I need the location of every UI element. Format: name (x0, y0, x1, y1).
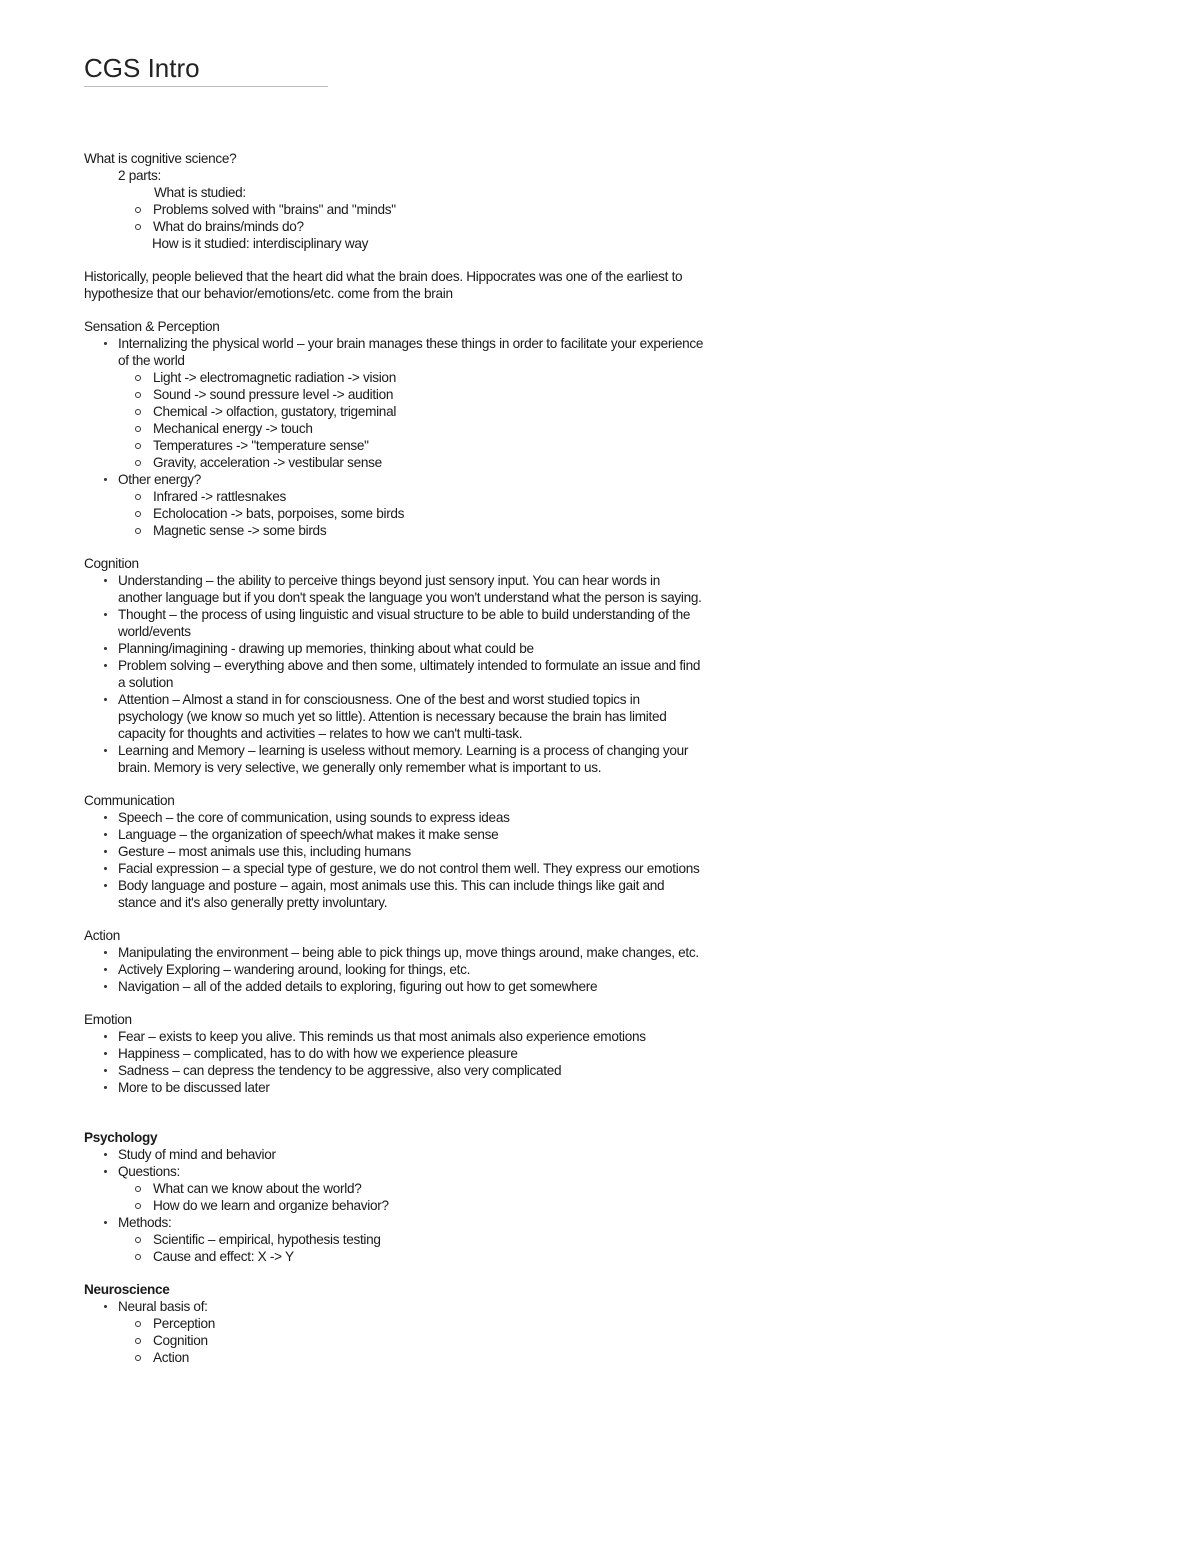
cognition-section (84, 555, 704, 776)
list-item: Fear – exists to keep you alive. This reminds us that most animals also experience emotions (84, 1028, 704, 1045)
list-item: Attention – Almost a stand in for consciousness. One of the best and worst studied topics in psychology (we know so much yet so little). Attention is necessary because the brain has limited capacity for thoughts and activities – relates to how we can't multi-task. (84, 691, 704, 742)
list-item: Infrared -> rattlesnakes (84, 488, 704, 505)
list-item: What do brains/minds do? (84, 218, 704, 235)
list-item: Gesture – most animals use this, including humans (84, 843, 704, 860)
list-item: Actively Exploring – wandering around, looking for things, etc. (84, 961, 704, 978)
list-item: More to be discussed later (84, 1079, 704, 1096)
neuroscience-section (84, 1281, 704, 1366)
document-title: CGS Intro (84, 52, 328, 87)
list-item: Echolocation -> bats, porpoises, some birds (84, 505, 704, 522)
communication-section (84, 792, 704, 911)
intro-question: What is cognitive science? (84, 151, 237, 166)
list-item: How do we learn and organize behavior? (84, 1197, 704, 1214)
intro-how: How is it studied: interdisciplinary way (152, 236, 369, 251)
list-item: Thought – the process of using linguistic and visual structure to be able to build understanding of the world/events (84, 606, 704, 640)
list-item: Language – the organization of speech/what makes it make sense (84, 826, 704, 843)
list-item: Understanding – the ability to perceive things beyond just sensory input. You can hear words in another language but if you don't speak the language you won't understand what the person is saying. (84, 572, 704, 606)
action-section (84, 927, 704, 995)
list-item: Mechanical energy -> touch (84, 420, 704, 437)
sensation-section (84, 318, 704, 539)
list-item: Scientific – empirical, hypothesis testing (84, 1231, 704, 1248)
list-item: Other energy? (84, 471, 704, 488)
list-item: Problem solving – everything above and then some, ultimately intended to formulate an issue and find a solution (84, 657, 704, 691)
list-item: Study of mind and behavior (84, 1146, 704, 1163)
section-heading: Action (84, 928, 120, 943)
list-item: Body language and posture – again, most animals use this. This can include things like gait and stance and it's also generally pretty involuntary. (84, 877, 704, 911)
list-item: Methods: (84, 1214, 704, 1231)
list-item: Cause and effect: X -> Y (84, 1248, 704, 1265)
document-page (84, 52, 704, 1366)
section-heading: Psychology (84, 1130, 158, 1145)
list-item: Questions: (84, 1163, 704, 1180)
list-item: Speech – the core of communication, using sounds to express ideas (84, 809, 704, 826)
list-item: Light -> electromagnetic radiation -> vision (84, 369, 704, 386)
list-item: Facial expression – a special type of gesture, we do not control them well. They express our emotions (84, 860, 704, 877)
list-item: Problems solved with "brains" and "minds" (84, 201, 704, 218)
list-item: Planning/imagining - drawing up memories, thinking about what could be (84, 640, 704, 657)
list-item: Cognition (84, 1332, 704, 1349)
emotion-section (84, 1011, 704, 1096)
section-heading: Cognition (84, 556, 139, 571)
intro-parts: 2 parts: (118, 168, 161, 183)
section-heading: Neuroscience (84, 1282, 170, 1297)
section-heading: Sensation & Perception (84, 319, 220, 334)
list-item: Learning and Memory – learning is useless without memory. Learning is a process of changing your brain. Memory is very selective, we generally only remember what is important to us. (84, 742, 704, 776)
history-paragraph: Historically, people believed that the heart did what the brain does. Hippocrates was one of the earliest to hypothesize that our behavior/emotions/etc. come from the brain (84, 269, 683, 301)
list-item: Action (84, 1349, 704, 1366)
list-item: Temperatures -> "temperature sense" (84, 437, 704, 454)
list-item: Sadness – can depress the tendency to be aggressive, also very complicated (84, 1062, 704, 1079)
list-item: What can we know about the world? (84, 1180, 704, 1197)
list-item: Internalizing the physical world – your brain manages these things in order to facilitate your experience of the world (84, 335, 704, 369)
list-item: Chemical -> olfaction, gustatory, trigeminal (84, 403, 704, 420)
list-item: Happiness – complicated, has to do with how we experience pleasure (84, 1045, 704, 1062)
list-item: Manipulating the environment – being able to pick things up, move things around, make changes, etc. (84, 944, 704, 961)
list-item: Navigation – all of the added details to exploring, figuring out how to get somewhere (84, 978, 704, 995)
list-item: Sound -> sound pressure level -> audition (84, 386, 704, 403)
section-heading: Emotion (84, 1012, 132, 1027)
list-item: Neural basis of: (84, 1298, 704, 1315)
psychology-section (84, 1129, 704, 1265)
intro-section (84, 150, 704, 252)
intro-studied: What is studied: (154, 185, 246, 200)
list-item: Magnetic sense -> some birds (84, 522, 704, 539)
list-item: Perception (84, 1315, 704, 1332)
list-item: Gravity, acceleration -> vestibular sense (84, 454, 704, 471)
section-heading: Communication (84, 793, 175, 808)
